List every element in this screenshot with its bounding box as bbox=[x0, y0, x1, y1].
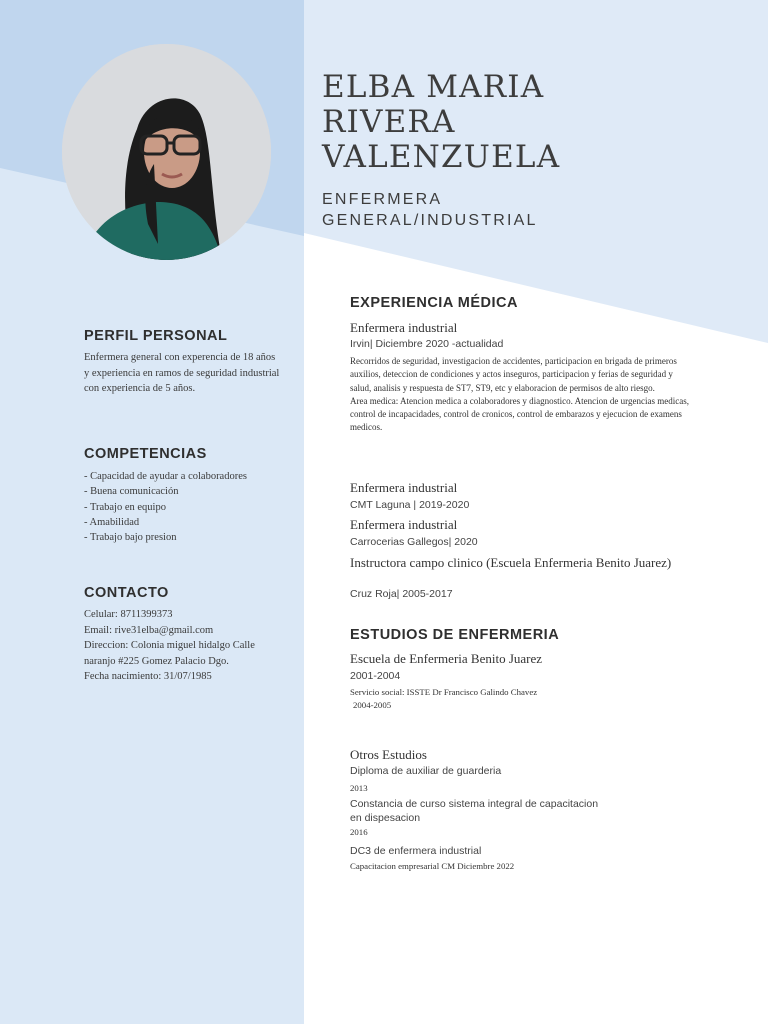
skill-item: - Buena comunicación bbox=[84, 484, 284, 499]
job-description-part: Area medica: Atencion medica a colaboradores y diagnostico. Atencion de urgencias medicas, control de incapacidades, control de cronicos, control de embarazos y ejecucion de examens medicos. bbox=[350, 395, 689, 433]
job-title: Enfermera industrial bbox=[350, 480, 458, 495]
skill-item: - Amabilidad bbox=[84, 515, 284, 530]
contact-phone: Celular: 8711399373 bbox=[84, 609, 173, 620]
contact-email: Email: rive31elba@gmail.com bbox=[84, 624, 214, 636]
name-line-3: VALENZUELA bbox=[322, 139, 561, 175]
contact-address: Direccion: Colonia miguel hidalgo Calle naranjo #225 Gomez Palacio Dgo. bbox=[84, 640, 255, 667]
person-portrait-icon bbox=[62, 44, 271, 260]
other-study-name: Constancia de curso sistema integral de capacitacion en dispesacion bbox=[350, 798, 599, 824]
other-study-year: 2016 bbox=[350, 827, 368, 837]
job-meta: CMT Laguna | 2019-2020 bbox=[350, 499, 470, 511]
profile-title: PERFIL PERSONAL bbox=[84, 328, 228, 344]
job-meta: Carrocerias Gallegos| 2020 bbox=[350, 536, 478, 548]
other-study-year: Capacitacion empresarial CM Diciembre 2022 bbox=[350, 861, 515, 871]
role-line-2: GENERAL/INDUSTRIAL bbox=[322, 212, 538, 229]
full-name bbox=[322, 70, 560, 175]
skill-item: - Trabajo bajo presion bbox=[84, 530, 284, 545]
name-line-2: RIVERA bbox=[322, 104, 456, 140]
skill-item: - Capacidad de ayudar a colaboradores bbox=[84, 469, 284, 484]
job-title: Enfermera industrial bbox=[350, 517, 458, 532]
skill-item: - Trabajo en equipo bbox=[84, 500, 284, 515]
job-meta: Irvin| Diciembre 2020 -actualidad bbox=[350, 338, 504, 350]
other-studies-title: Otros Estudios bbox=[350, 747, 427, 762]
job-description-part: Recorridos de seguridad, investigacion de accidentes, participacion en brigada de primeros auxilios, deteccion de condiciones y actos inseguros, participacion y ferias de seguridad y salud, analisis y respuesta de ST7, ST9, etc y elaboracion de permisos de alto riesgo. bbox=[350, 356, 677, 393]
contact-birthdate: Fecha nacimiento: 31/07/1985 bbox=[84, 671, 212, 682]
job-title: Instructora campo clinico (Escuela Enfermeria Benito Juarez) bbox=[350, 555, 672, 570]
name-line-1: ELBA MARIA bbox=[322, 69, 545, 105]
skills-title: COMPETENCIAS bbox=[84, 446, 207, 462]
social-service: Servicio social: ISSTE Dr Francisco Galindo Chavez bbox=[350, 687, 538, 697]
job-description bbox=[350, 355, 695, 435]
other-study-name: DC3 de enfermera industrial bbox=[350, 845, 482, 857]
school-name: Escuela de Enfermeria Benito Juarez bbox=[350, 651, 543, 666]
contact-block bbox=[84, 607, 284, 685]
skills-list bbox=[84, 469, 284, 545]
school-years: 2001-2004 bbox=[350, 670, 401, 682]
role-line-1: ENFERMERA bbox=[322, 191, 443, 208]
social-service-years: 2004-2005 bbox=[353, 700, 392, 710]
other-study-name: Diploma de auxiliar de guarderia bbox=[350, 765, 502, 777]
profile-photo bbox=[62, 44, 271, 260]
education-title: ESTUDIOS DE ENFERMERIA bbox=[350, 627, 560, 643]
contact-title: CONTACTO bbox=[84, 585, 169, 601]
profile-text: Enfermera general con experencia de 18 años y experiencia en ramos de seguridad industrial con experiencia de 5 años. bbox=[84, 352, 280, 394]
job-meta: Cruz Roja| 2005-2017 bbox=[350, 588, 453, 600]
job-role bbox=[322, 189, 538, 231]
job-title: Enfermera industrial bbox=[350, 320, 458, 335]
other-study-year: 2013 bbox=[350, 783, 368, 793]
experience-title: EXPERIENCIA MÉDICA bbox=[350, 295, 518, 311]
